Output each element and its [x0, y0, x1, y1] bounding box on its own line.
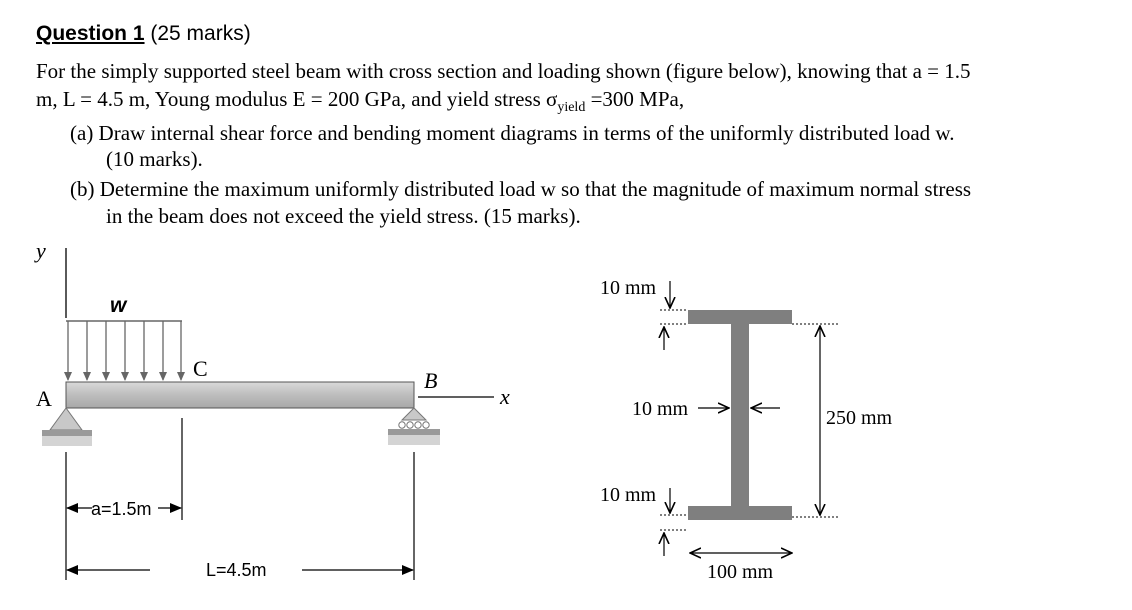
web-label: 10 mm	[632, 398, 689, 420]
beam	[66, 382, 414, 408]
bottom-flange	[688, 506, 792, 520]
part-a-line-1: (a) Draw internal shear force and bending moment diagrams in terms of the uniformly distributed load w.	[70, 121, 955, 145]
point-c-label: C	[193, 356, 208, 381]
bottom-flange-label: 10 mm	[600, 484, 657, 506]
point-b-label: B	[424, 368, 438, 393]
point-a-label: A	[36, 386, 52, 411]
distributed-load	[66, 294, 182, 380]
web	[731, 324, 749, 506]
width-label: 100 mm	[707, 561, 774, 583]
part-b-line-1: (b) Determine the maximum uniformly distributed load w so that the magnitude of maximum normal stress	[70, 177, 972, 201]
intro-line-2-b: =300 MPa,	[585, 87, 685, 111]
top-flange	[688, 310, 792, 324]
yield-subscript: yield	[557, 100, 586, 116]
top-flange-label: 10 mm	[600, 277, 657, 299]
beam-figure	[34, 238, 510, 580]
dim-a-label: a=1.5m	[91, 499, 152, 519]
dim-l-label: L=4.5m	[206, 560, 267, 580]
question-title: Question 1	[36, 22, 145, 45]
y-axis-label: y	[36, 238, 46, 263]
question-marks: (25 marks)	[144, 22, 251, 45]
x-axis-label: x	[500, 384, 510, 409]
roller-support	[388, 408, 440, 445]
height-label: 250 mm	[826, 407, 893, 429]
intro-line-2-a: m, L = 4.5 m, Young modulus E = 200 GPa, and yield stress σ	[36, 87, 558, 111]
part-b-line-2: in the beam does not exceed the yield stress. (15 marks).	[106, 204, 581, 228]
part-a-line-2: (10 marks).	[106, 147, 203, 171]
i-section-figure	[600, 277, 893, 583]
load-label: w	[110, 294, 127, 317]
intro-line-1: For the simply supported steel beam with cross section and loading shown (figure below), knowing that a = 1.5	[36, 59, 971, 83]
pin-support	[42, 408, 92, 446]
